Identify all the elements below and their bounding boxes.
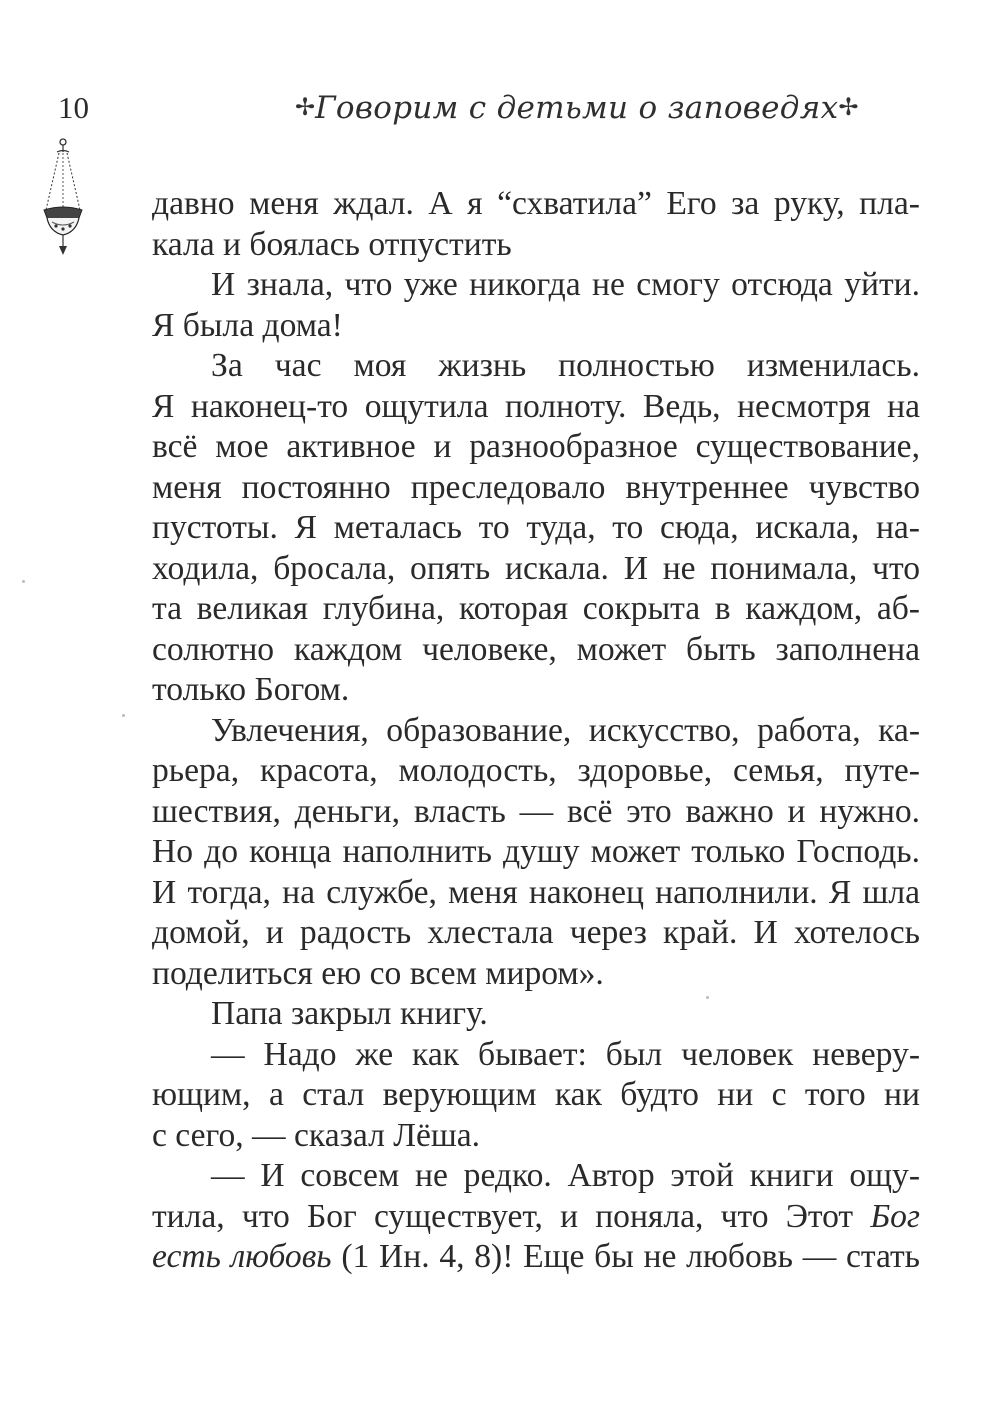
running-head <box>295 84 859 132</box>
text-line: Я была дома! <box>152 306 343 344</box>
text-line: поделиться ею со всем миром». <box>152 954 604 992</box>
body-text <box>152 184 920 1278</box>
text-line: только Богом. <box>152 671 350 708</box>
scripture-italic-text: Бог <box>870 1197 921 1235</box>
paper-speck <box>22 580 25 583</box>
text-line: солютно каждом человеке, может быть заполнена <box>152 630 920 668</box>
text-line: пустоты. Я металась то туда, то сюда, искала, на- <box>152 509 920 546</box>
text-line: И тогда, на службе, меня наконец наполнили. Я шла <box>152 873 920 911</box>
text-line: кала и боялась отпустить <box>152 225 512 263</box>
text-line: ходила, бросала, опять искала. И не понимала, что <box>152 549 920 587</box>
text-line: всё мое активное и разнообразное существование, <box>152 428 920 465</box>
scripture-italic-text: есть любовь <box>152 1238 332 1275</box>
text-line: меня постоянно преследовало внутреннее чувство <box>152 468 920 506</box>
text-line: домой, и радость хлестала через край. И хотелось <box>152 914 920 951</box>
text-line: И знала, что уже никогда не смогу отсюда уйти. <box>211 266 920 303</box>
hanging-lampada-icon <box>40 138 86 256</box>
text-line: рьера, красота, молодость, здоровье, семья, путе- <box>152 752 920 789</box>
text-line <box>152 1237 920 1278</box>
text-line: Но до конца наполнить душу может только Господь. <box>152 833 920 870</box>
text-line: — Надо же как бывает: был человек неверу- <box>211 1035 920 1073</box>
ornament-cross-right-icon: ✢ <box>838 95 859 121</box>
running-title: Говорим с детьми о заповедях <box>315 90 839 126</box>
text-line: — И совсем не редко. Автор этой книги ощу- <box>211 1157 920 1194</box>
text-line-plain: тила, что Бог существует, и поняла, что Этот <box>152 1197 854 1235</box>
text-line: ющим, а стал верующим как будто ни с того ни <box>152 1076 920 1113</box>
page-number: 10 <box>58 90 89 125</box>
text-line: Я наконец-то ощутила полноту. Ведь, несмотря на <box>152 387 920 425</box>
text-line: та великая глубина, которая сокрыта в каждом, аб- <box>152 590 920 627</box>
text-line: Папа закрыл книгу. <box>211 995 488 1032</box>
text-line: Увлечения, образование, искусство, работа, ка- <box>211 711 920 749</box>
ornament-cross-left-icon: ✢ <box>295 95 316 121</box>
text-line: давно меня ждал. А я “схватила” Его за руку, пла- <box>152 185 920 222</box>
text-line: с сего, — сказал Лёша. <box>152 1116 481 1154</box>
text-line-plain: (1 Ин. 4, 8)! Еще бы не любовь — стать <box>331 1238 920 1275</box>
paper-speck <box>706 996 709 999</box>
text-line <box>152 1197 920 1238</box>
text-line: За час моя жизнь полностью изменилась. <box>211 347 920 384</box>
paper-speck <box>122 714 125 717</box>
text-line: шествия, деньги, власть — всё это важно и нужно. <box>152 792 920 830</box>
